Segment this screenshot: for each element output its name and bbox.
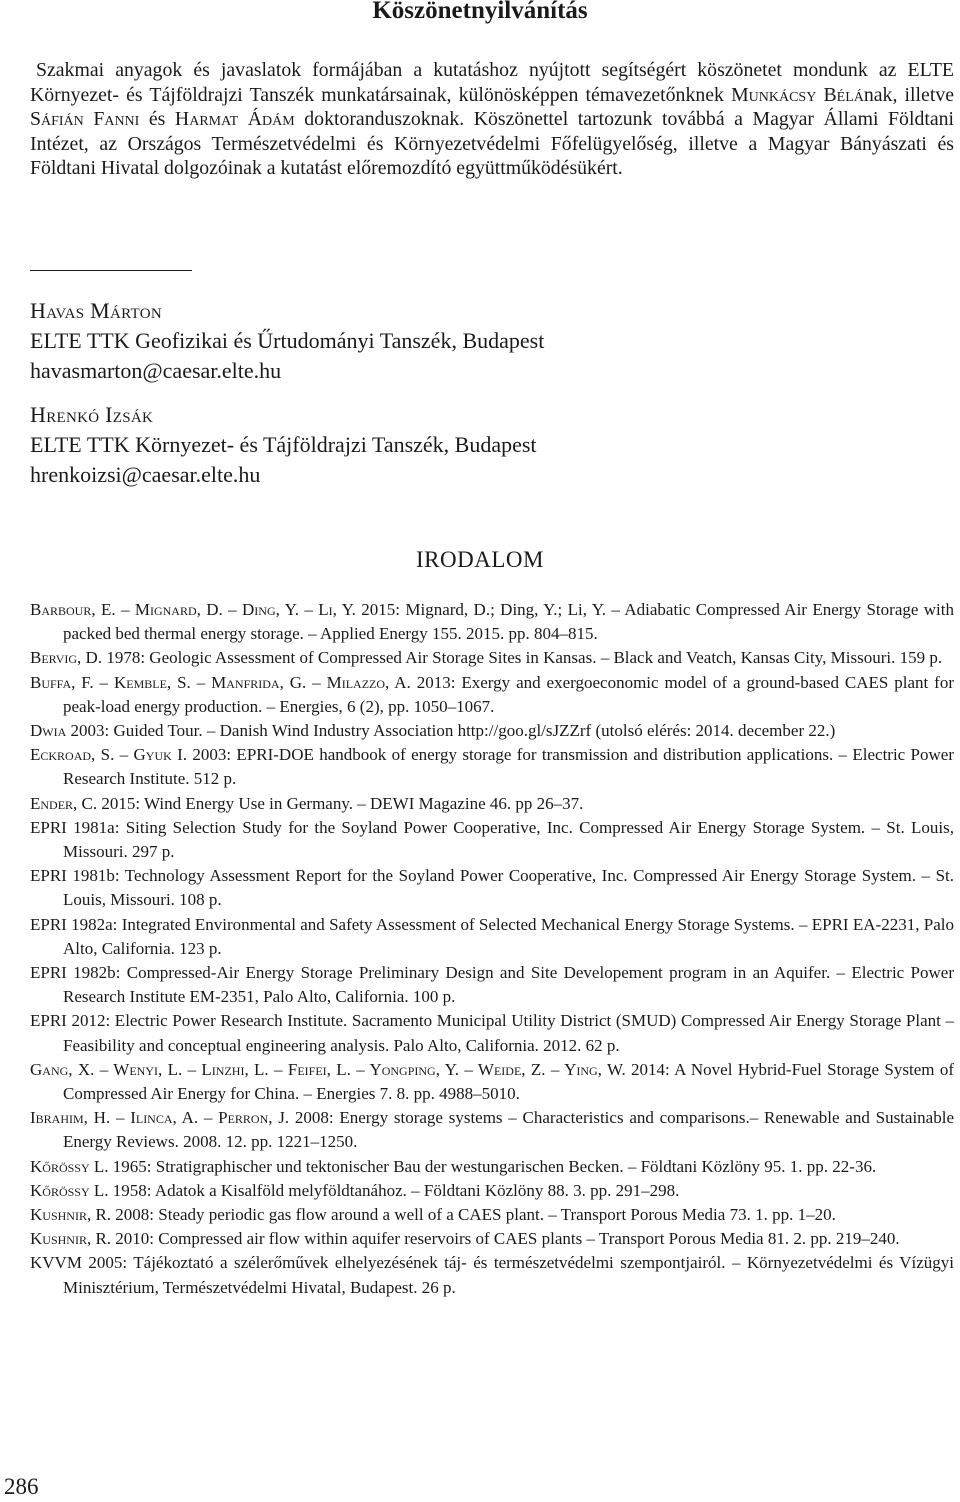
acknowledgement-heading: Köszönetnyilvánítás — [372, 0, 588, 24]
acknowledgement-text: Szakmai anyagok és javaslatok formájában a kutatáshoz nyújtott segítségért köszönetet mondunk az ELTE Környezet- és Tájföldrajzi Tanszék munkatársainak, különösképpen témavezetőnknek — [30, 59, 954, 106]
reference-entry — [30, 816, 954, 864]
reference-text: EPRI 1981a: Siting Selection Study for the Soyland Power Cooperative, Inc. Compressed Air Energy Storage System. – St. Louis, Missouri. 297 p. — [30, 817, 954, 862]
reference-authors: Ender, C. — [30, 793, 98, 813]
reference-authors: Kőrössy L. — [30, 1156, 109, 1176]
author-block — [30, 296, 950, 386]
reference-entry — [30, 961, 954, 1009]
reference-authors: Ibrahim, H. – Ilinca, A. – Perron, J. — [30, 1108, 290, 1128]
reference-entry — [30, 743, 954, 791]
separator-rule — [30, 270, 192, 271]
reference-text: 2010: Compressed air flow within aquifer reservoirs of CAES plants – Transport Porous Media 81. 2. pp. 219–240. — [111, 1229, 900, 1249]
reference-text: 1965: Stratigraphischer und tektonischer Bau der westungarischen Becken. – Földtani Közlöny 95. 1. pp. 22-36. — [108, 1156, 877, 1176]
person-name: Harmat Ádám — [174, 108, 295, 131]
acknowledgement-text: doktoranduszoknak. Köszönettel tartozunk továbbá a Magyar Állami Földtani Intézet, az Országos Természetvédelmi és Környezetvédelmi Főfelügyelőség, illetve a Magyar Bányászati és Földtani Hivatal dolgozóinak a kutatást előremozdító együttműködésükért. — [30, 108, 954, 180]
acknowledgement-text: nak, illetve — [863, 83, 954, 106]
reference-entry — [30, 1009, 954, 1057]
reference-authors: Bervig, D. — [30, 648, 103, 668]
reference-text: I. 2003: EPRI-DOE handbook of energy storage for transmission and distribution applications. – Electric Power Research Institute. 512 p. — [63, 745, 954, 789]
reference-authors: Barbour, E. – Mignard, D. – Ding, Y. – Li, Y. — [30, 600, 356, 619]
reference-text: EPRI 2012: Electric Power Research Institute. Sacramento Municipal Utility District (SMUD) Compressed Air Energy Storage Plant – Feasibility and conceptual engineering analysis. Palo Alto, California. 2012. 62 p. — [30, 1011, 954, 1055]
page-number: 286 — [4, 1474, 39, 1499]
reference-authors: Kushnir, R. — [30, 1205, 112, 1225]
reference-entry — [30, 913, 954, 961]
reference-text: 2003: Guided Tour. – Danish Wind Industry Association http://goo.gl/sJZZrf (utolsó elérés: 2014. december 22.) — [66, 721, 836, 741]
reference-entry — [30, 1155, 954, 1179]
reference-text: EPRI 1982a: Integrated Environmental and Safety Assessment of Selected Mechanical Energy Storage Systems. – EPRI EA-2231, Palo Alto, California. 123 p. — [30, 914, 954, 958]
reference-entry — [30, 1058, 954, 1106]
reference-text: 2015: Wind Energy Use in Germany. – DEWI Magazine 46. pp 26–37. — [97, 793, 584, 813]
reference-entry — [30, 1251, 954, 1299]
author-email[interactable]: havasmarton@caesar.elte.hu — [30, 358, 282, 383]
reference-authors: Kushnir, R. — [30, 1229, 112, 1249]
author-email[interactable]: hrenkoizsi@caesar.elte.hu — [30, 462, 261, 487]
references-list — [30, 598, 954, 1300]
reference-entry — [30, 792, 954, 816]
reference-text: 1978: Geologic Assessment of Compressed Air Storage Sites in Kansas. – Black and Veatch, Kansas City, Missouri. 159 p. — [102, 648, 943, 668]
reference-authors: Gang, X. – Wenyi, L. – Linzhi, L. – Feifei, L. – Yongping, Y. – Weide, Z. – Ying, W. — [30, 1059, 626, 1079]
references-heading: IRODALOM — [416, 547, 544, 572]
reference-authors: Dwia — [30, 721, 67, 741]
reference-text: 2014: A Novel Hybrid-Fuel Storage System of Compressed Air Energy for China. – Energies 7. 8. pp. 4988–5010. — [63, 1059, 954, 1104]
acknowledgement-text: és — [139, 108, 175, 131]
reference-entry — [30, 1106, 954, 1154]
author-block — [30, 400, 950, 490]
reference-text: 2008: Steady periodic gas flow around a well of a CAES plant. – Transport Porous Media 73. 1. pp. 1–20. — [111, 1205, 836, 1225]
reference-authors: Buffa, F. – Kemble, S. – Manfrida, G. – Milazzo, A. — [30, 672, 411, 692]
reference-entry — [30, 864, 954, 912]
person-name: Sáfián Fanni — [30, 108, 140, 131]
reference-entry — [30, 719, 954, 743]
reference-text: EPRI 1981b: Technology Assessment Report for the Soyland Power Cooperative, Inc. Compressed Air Energy Storage System. – St. Louis, Missouri. 108 p. — [30, 866, 954, 910]
reference-text: EPRI 1982b: Compressed-Air Energy Storage Preliminary Design and Site Developement program in an Aquifer. – Electric Power Research Institute EM-2351, Palo Alto, California. 100 p. — [30, 963, 954, 1007]
reference-text: 1958: Adatok a Kisalföld melyföldtanához. – Földtani Közlöny 88. 3. pp. 291–298. — [108, 1180, 680, 1200]
reference-text: KVVM 2005: Tájékoztató a szélerőművek elhelyezésének táj- és természetvédelmi szempontjairól. – Környezetvédelmi és Vízügyi Minisztérium, Természetvédelmi Hivatal, Budapest. 26 p. — [30, 1253, 954, 1297]
author-name: Hrenkó Izsák — [30, 402, 154, 427]
reference-entry — [30, 671, 954, 719]
acknowledgement-paragraph — [30, 58, 954, 181]
author-name: Havas Márton — [30, 298, 163, 323]
author-affiliation: ELTE TTK Környezet- és Tájföldrajzi Tanszék, Budapest — [30, 432, 537, 457]
reference-text: 2013: Exergy and exergoeconomic model of a ground-based CAES plant for peak-load energy production. – Energies, 6 (2), pp. 1050–1067. — [63, 672, 954, 716]
reference-authors: Kőrössy L. — [30, 1180, 109, 1200]
reference-entry — [30, 1227, 954, 1251]
reference-entry — [30, 1203, 954, 1227]
reference-entry — [30, 1179, 954, 1203]
reference-entry — [30, 598, 954, 646]
reference-authors: Eckroad, S. – Gyuk — [30, 745, 172, 765]
reference-entry — [30, 646, 954, 670]
reference-text: 2015: Mignard, D.; Ding, Y.; Li, Y. – Adiabatic Compressed Air Energy Storage with packed bed thermal energy storage. – Applied Energy 155. 2015. pp. 804–815. — [63, 600, 955, 644]
person-name: Munkácsy Bélá — [731, 83, 864, 106]
reference-text: 2008: Energy storage systems – Characteristics and comparisons.– Renewable and Sustainable Energy Reviews. 2008. 12. pp. 1221–1250. — [63, 1108, 954, 1152]
author-affiliation: ELTE TTK Geofizikai és Űrtudományi Tanszék, Budapest — [30, 328, 545, 353]
